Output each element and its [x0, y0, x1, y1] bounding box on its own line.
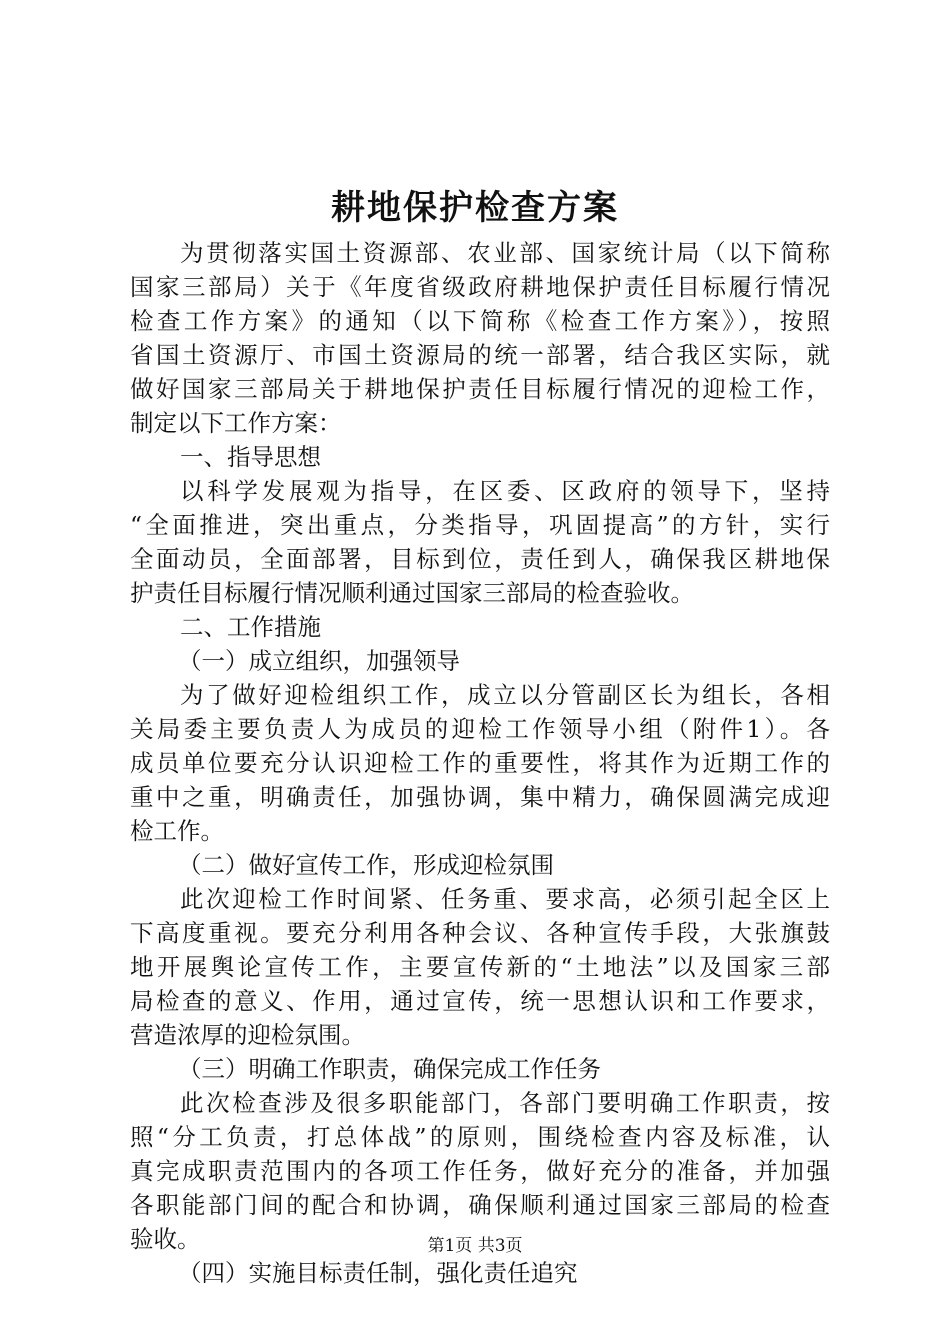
- paragraph-line: 真完成职责范围内的各项工作任务，做好充分的准备，并加强: [130, 1157, 830, 1185]
- paragraph-line: 检查工作方案》的通知（以下简称《检查工作方案》），按照: [130, 307, 830, 335]
- paragraph-line: 验收。: [130, 1225, 201, 1253]
- paragraph-line: 下高度重视。要充分利用各种会议、各种宣传手段，大张旗鼓: [130, 919, 830, 947]
- paragraph-line: 为贯彻落实国土资源部、农业部、国家统计局（以下简称: [180, 239, 830, 267]
- paragraph-line: 国家三部局）关于《年度省级政府耕地保护责任目标履行情况: [130, 273, 830, 301]
- paragraph-line: 照“分工负责，打总体战”的原则，围绕检查内容及标准，认: [130, 1123, 830, 1151]
- paragraph-line: 检工作。: [130, 817, 224, 845]
- paragraph-line: 以科学发展观为指导，在区委、区政府的领导下，坚持: [180, 477, 830, 505]
- subsection-heading: （四）实施目标责任制，强化责任追究: [178, 1259, 578, 1287]
- subsection-heading: （三）明确工作职责，确保完成工作任务: [178, 1055, 601, 1083]
- paragraph-line: 全面动员，全面部署，目标到位，责任到人，确保我区耕地保: [130, 545, 830, 573]
- paragraph-line: 成员单位要充分认识迎检工作的重要性，将其作为近期工作的: [130, 749, 830, 777]
- paragraph-line: 做好国家三部局关于耕地保护责任目标履行情况的迎检工作，: [130, 375, 830, 403]
- section-heading: 二、工作措施: [180, 613, 321, 641]
- paragraph-line: 此次迎检工作时间紧、任务重、要求高，必须引起全区上: [180, 885, 830, 913]
- subsection-heading: （二）做好宣传工作，形成迎检氛围: [178, 851, 554, 879]
- paragraph-line: 为了做好迎检组织工作，成立以分管副区长为组长，各相: [180, 681, 830, 709]
- paragraph-line: 营造浓厚的迎检氛围。: [130, 1021, 365, 1049]
- page-number-footer: 第1页 共3页: [427, 1236, 523, 1256]
- paragraph-line: 省国土资源厅、市国土资源局的统一部署，结合我区实际，就: [130, 341, 830, 369]
- paragraph-line: 关局委主要负责人为成员的迎检工作领导小组（附件1）。各: [130, 715, 830, 743]
- subsection-heading: （一）成立组织，加强领导: [178, 647, 460, 675]
- section-heading: 一、指导思想: [180, 443, 321, 471]
- paragraph-line: 地开展舆论宣传工作，主要宣传新的“土地法”以及国家三部: [130, 953, 830, 981]
- paragraph-line: 重中之重，明确责任，加强协调，集中精力，确保圆满完成迎: [130, 783, 830, 811]
- paragraph-line: 护责任目标履行情况顺利通过国家三部局的检查验收。: [130, 579, 694, 607]
- document-title: 耕地保护检查方案: [331, 188, 619, 228]
- paragraph-line: “全面推进，突出重点，分类指导，巩固提高”的方针，实行: [130, 511, 830, 539]
- paragraph-line: 制定以下工作方案：: [130, 409, 342, 437]
- paragraph-line: 此次检查涉及很多职能部门，各部门要明确工作职责，按: [180, 1089, 830, 1117]
- paragraph-line: 局检查的意义、作用，通过宣传，统一思想认识和工作要求，: [130, 987, 830, 1015]
- paragraph-line: 各职能部门间的配合和协调，确保顺利通过国家三部局的检查: [130, 1191, 830, 1219]
- document-body: [130, 236, 830, 1290]
